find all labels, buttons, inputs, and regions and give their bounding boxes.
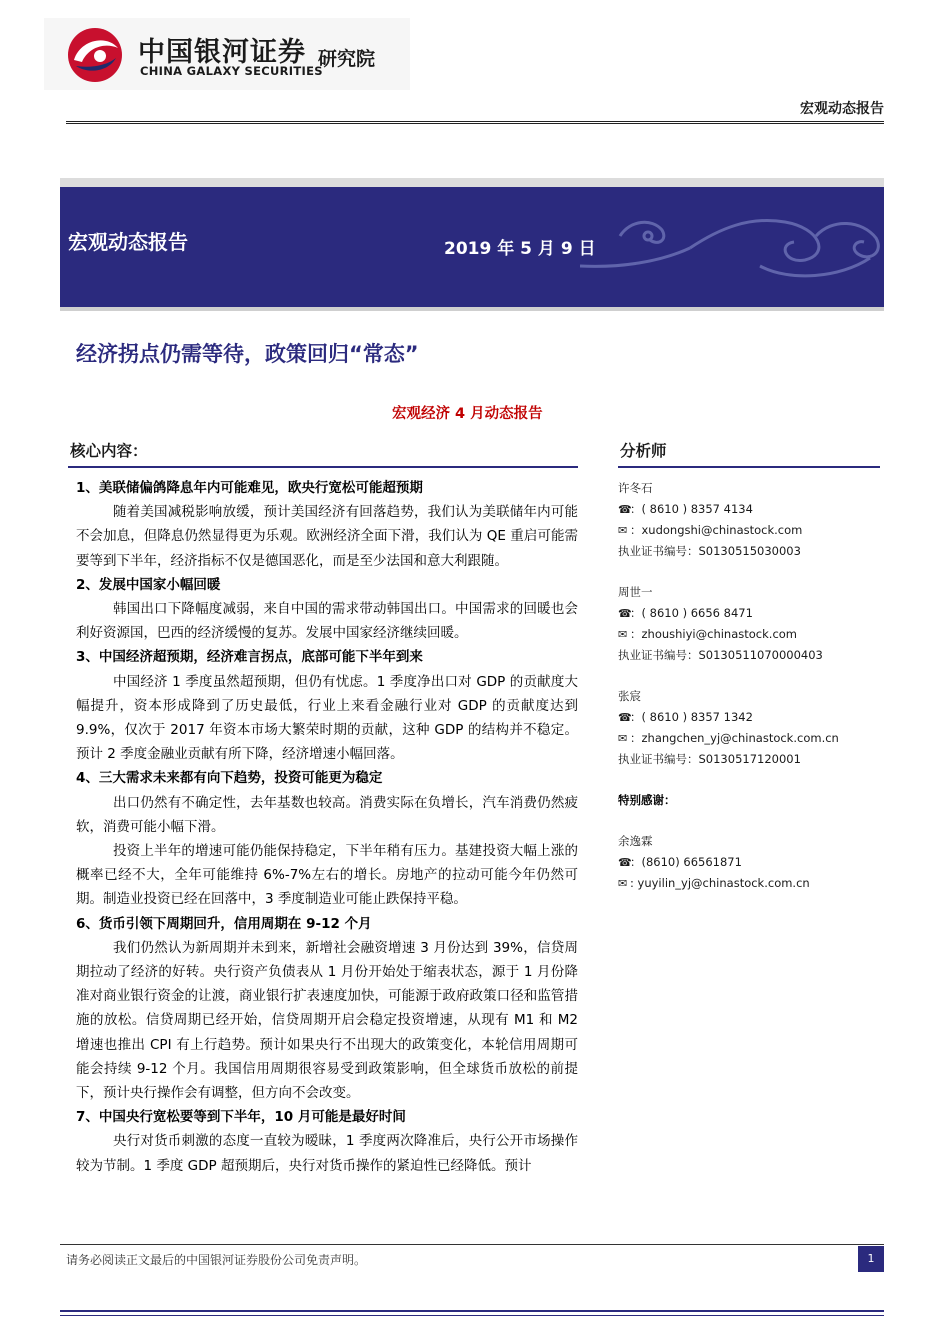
analyst-heading: 分析师 bbox=[620, 442, 667, 460]
logo-institute: 研究院 bbox=[318, 48, 376, 70]
page-number: 1 bbox=[858, 1246, 884, 1272]
email-icon: ✉ bbox=[618, 524, 628, 537]
body-paragraph: 韩国出口下降幅度减弱，来自中国的需求带动韩国出口。中国需求的回暖也会利好资源国，巴西的经济缓慢的复苏。发展中国家经济继续回暖。 bbox=[76, 601, 578, 642]
analyst-name: 许冬石 bbox=[618, 481, 653, 495]
section-heading: 2、发展中国家小幅回暖 bbox=[76, 576, 221, 593]
analyst-email[interactable]: ：xudongshi@chinastock.com bbox=[630, 523, 803, 537]
header-report-type: 宏观动态报告 bbox=[800, 101, 884, 117]
body-paragraph: 出口仍然有不确定性，去年基数也较高。消费实际在负增长，汽车消费仍然疲软，消费可能小幅下滑。 bbox=[76, 794, 578, 835]
phone-icon: ☎ bbox=[618, 856, 632, 869]
thanks-card bbox=[618, 831, 880, 894]
footer-divider bbox=[60, 1244, 884, 1245]
china-galaxy-logo-icon bbox=[66, 26, 124, 84]
analyst-cert: 执业证书编号：S0130515030003 bbox=[618, 544, 801, 558]
cloud-pattern-icon bbox=[580, 196, 884, 296]
section-heading: 6、货币引领下周期回升，信用周期在 9-12 个月 bbox=[76, 915, 372, 932]
analyst-phone: ：( 8610 ) 8357 1342 bbox=[630, 710, 753, 724]
special-thanks-label: 特别感谢： bbox=[618, 793, 676, 807]
banner-title: 宏观动态报告 bbox=[68, 230, 188, 254]
analyst-phone: ：( 8610 ) 8357 4134 bbox=[630, 502, 753, 516]
email-icon: ✉ bbox=[618, 628, 628, 641]
section-heading: 7、中国央行宽松要等到下半年，10 月可能是最好时间 bbox=[76, 1109, 406, 1126]
phone-icon: ☎ bbox=[618, 711, 632, 724]
analyst-cert: 执业证书编号：S0130517120001 bbox=[618, 752, 801, 766]
analyst-card bbox=[618, 582, 880, 666]
thanks-email[interactable]: : yuyilin_yj@chinastock.com.cn bbox=[630, 876, 810, 890]
logo-english-name: CHINA GALAXY SECURITIES bbox=[140, 64, 323, 78]
analyst-card bbox=[618, 478, 880, 562]
body-paragraph: 中国经济 1 季度虽然超预期，但仍有忧虑。1 季度净出口对 GDP 的贡献度大幅提升，资本形成降到了历史最低，行业上来看金融行业对 GDP 的贡献度达到 9.9%，仅次于 2017 年资本市场大繁荣时期的贡献，这种 GDP 的结构并不稳定。预计 2 季度金融业贡献有所下降，经济增速小幅回落。 bbox=[76, 673, 578, 763]
thanks-name: 余逸霖 bbox=[618, 834, 653, 848]
thanks-phone: ：(8610) 66561871 bbox=[630, 855, 742, 869]
analyst-card bbox=[618, 686, 880, 770]
core-content-heading: 核心内容： bbox=[70, 442, 148, 460]
body-paragraph: 随着美国减税影响放缓，预计美国经济有回落趋势，我们认为美联储年内可能不会加息，但降息仍然显得更为乐观。欧洲经济全面下滑，我们认为 QE 重启可能需要等到下半年，经济指标不仅是德国恶化，而是至少法国和意大利跟随。 bbox=[76, 504, 578, 569]
body-paragraph: 央行对货币刺激的态度一直较为暧昧，1 季度两次降准后，央行公开市场操作较为节制。1 季度 GDP 超预期后，央行对货币操作的紧迫性已经降低。预计 bbox=[76, 1133, 578, 1174]
bottom-rule bbox=[60, 1310, 884, 1312]
header-divider bbox=[66, 121, 884, 122]
logo-chinese-name: 中国银河证券 bbox=[138, 37, 306, 68]
analyst-cert: 执业证书编号：S0130511070000403 bbox=[618, 648, 823, 662]
analyst-name: 张宸 bbox=[618, 689, 641, 703]
analyst-email[interactable]: ：zhoushiyi@chinastock.com bbox=[630, 627, 798, 641]
body-paragraph: 我们仍然认为新周期并未到来，新增社会融资增速 3 月份达到 39%，信贷周期拉动了经济的好转。央行资产负债表从 1 月份开始处于缩表状态，源于 1 月份降准对商业银行资金的让渡，商业银行扩表速度加快，可能源于政府政策口径和监管措施的放松。信贷周期已经开始，信贷周期开启会稳定投资增速，从现有 M1 和 M2 增速也推出 CPI 有上行趋势。预计如果央行不出现大的政策变化，本轮信用周期可能会持续 9-12 个月。我国信用周期很容易受到政策影响，但全球货币放松的前提下，预计央行操作会有调整，但方向不会改变。 bbox=[76, 939, 578, 1102]
phone-icon: ☎ bbox=[618, 503, 632, 516]
header-divider-secondary bbox=[66, 123, 884, 124]
email-icon: ✉ bbox=[618, 877, 628, 890]
body-paragraph: 投资上半年的增速可能仍能保持稳定，下半年稍有压力。基建投资大幅上涨的概率已经不大，全年可能维持 6%-7%左右的增长。房地产的拉动可能今年仍然可期。制造业投资已经在回落中，3 季度制造业可能止跌保持平稳。 bbox=[76, 843, 578, 908]
analyst-column bbox=[618, 436, 880, 894]
report-main-title: 经济拐点仍需等待，政策回归“常态” bbox=[76, 342, 419, 366]
footer-disclaimer: 请务必阅读正文最后的中国银河证券股份公司免责声明。 bbox=[66, 1253, 367, 1267]
banner-top-strip bbox=[60, 178, 884, 187]
banner-bottom-strip bbox=[60, 307, 884, 311]
banner-date: 2019 年 5 月 9 日 bbox=[444, 239, 596, 259]
analyst-email[interactable]: ：zhangchen_yj@chinastock.com.cn bbox=[630, 731, 839, 745]
analyst-rule bbox=[618, 466, 880, 468]
analyst-name: 周世一 bbox=[618, 585, 653, 599]
core-content-rule bbox=[68, 466, 578, 468]
report-subtitle: 宏观经济 4 月动态报告 bbox=[392, 406, 543, 422]
core-content-column bbox=[68, 436, 578, 1178]
bottom-rule-secondary bbox=[60, 1315, 884, 1316]
phone-icon: ☎ bbox=[618, 607, 632, 620]
email-icon: ✉ bbox=[618, 732, 628, 745]
analyst-phone: ：( 8610 ) 6656 8471 bbox=[630, 606, 753, 620]
section-heading: 4、三大需求未来都有向下趋势，投资可能更为稳定 bbox=[76, 770, 383, 787]
section-heading: 1、美联储偏鸽降息年内可能难见，欧央行宽松可能超预期 bbox=[76, 480, 423, 496]
section-heading: 3、中国经济超预期，经济难言拐点，底部可能下半年到来 bbox=[76, 649, 423, 666]
